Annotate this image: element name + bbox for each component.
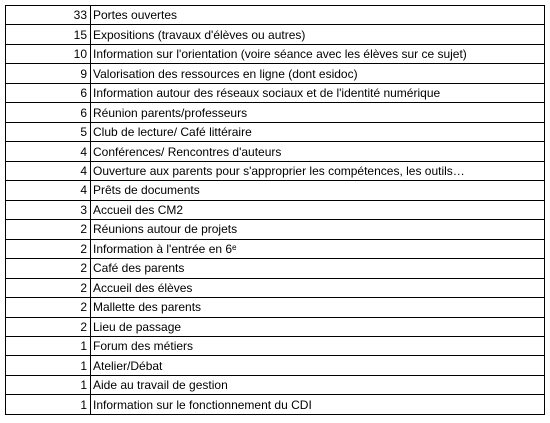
label-cell: Expositions (travaux d'élèves ou autres) xyxy=(91,25,545,44)
label-cell: Ouverture aux parents pour s'approprier les compétences, les outils… xyxy=(91,161,545,180)
count-cell: 3 xyxy=(6,200,91,219)
label-cell: Conférences/ Rencontres d'auteurs xyxy=(91,142,545,161)
count-cell: 2 xyxy=(6,317,91,336)
count-cell: 1 xyxy=(6,356,91,375)
table-row xyxy=(6,375,545,394)
count-cell: 2 xyxy=(6,220,91,239)
label-cell: Aide au travail de gestion xyxy=(91,375,545,394)
table-row xyxy=(6,64,545,83)
table-row xyxy=(6,161,545,180)
label-cell: Prêts de documents xyxy=(91,181,545,200)
count-cell: 2 xyxy=(6,298,91,317)
table-row xyxy=(6,142,545,161)
count-cell: 9 xyxy=(6,64,91,83)
count-cell: 1 xyxy=(6,336,91,355)
label-cell: Café des parents xyxy=(91,259,545,278)
count-cell: 2 xyxy=(6,278,91,297)
label-cell: Accueil des CM2 xyxy=(91,200,545,219)
label-cell: Mallette des parents xyxy=(91,298,545,317)
label-cell: Réunion parents/professeurs xyxy=(91,103,545,122)
table-row xyxy=(6,181,545,200)
table-row xyxy=(6,298,545,317)
label-cell: Réunions autour de projets xyxy=(91,220,545,239)
table-row xyxy=(6,317,545,336)
label-cell: Atelier/Débat xyxy=(91,356,545,375)
activities-table xyxy=(5,5,545,415)
count-cell: 2 xyxy=(6,239,91,258)
table-row xyxy=(6,356,545,375)
table-row xyxy=(6,122,545,141)
table-row xyxy=(6,220,545,239)
count-cell: 4 xyxy=(6,142,91,161)
label-cell: Lieu de passage xyxy=(91,317,545,336)
table-row xyxy=(6,44,545,63)
label-cell: Portes ouvertes xyxy=(91,6,545,25)
table-row xyxy=(6,278,545,297)
table-row xyxy=(6,336,545,355)
label-cell: Information sur le fonctionnement du CDI xyxy=(91,395,545,415)
table-row xyxy=(6,103,545,122)
table-row xyxy=(6,83,545,102)
table-body xyxy=(6,6,545,415)
table-row xyxy=(6,6,545,25)
count-cell: 6 xyxy=(6,83,91,102)
label-cell: Information sur l'orientation (voire séance avec les élèves sur ce sujet) xyxy=(91,44,545,63)
count-cell: 4 xyxy=(6,161,91,180)
label-cell: Forum des métiers xyxy=(91,336,545,355)
label-cell: Accueil des élèves xyxy=(91,278,545,297)
label-cell: Information autour des réseaux sociaux et de l'identité numérique xyxy=(91,83,545,102)
count-cell: 2 xyxy=(6,259,91,278)
count-cell: 10 xyxy=(6,44,91,63)
label-cell: Valorisation des ressources en ligne (dont esidoc) xyxy=(91,64,545,83)
count-cell: 33 xyxy=(6,6,91,25)
table-row xyxy=(6,25,545,44)
count-cell: 1 xyxy=(6,375,91,394)
table-row xyxy=(6,259,545,278)
count-cell: 6 xyxy=(6,103,91,122)
count-cell: 5 xyxy=(6,122,91,141)
table-row xyxy=(6,395,545,415)
count-cell: 15 xyxy=(6,25,91,44)
label-cell: Club de lecture/ Café littéraire xyxy=(91,122,545,141)
count-cell: 4 xyxy=(6,181,91,200)
table-row xyxy=(6,239,545,258)
count-cell: 1 xyxy=(6,395,91,415)
label-cell: Information à l'entrée en 6ᵉ xyxy=(91,239,545,258)
table-row xyxy=(6,200,545,219)
